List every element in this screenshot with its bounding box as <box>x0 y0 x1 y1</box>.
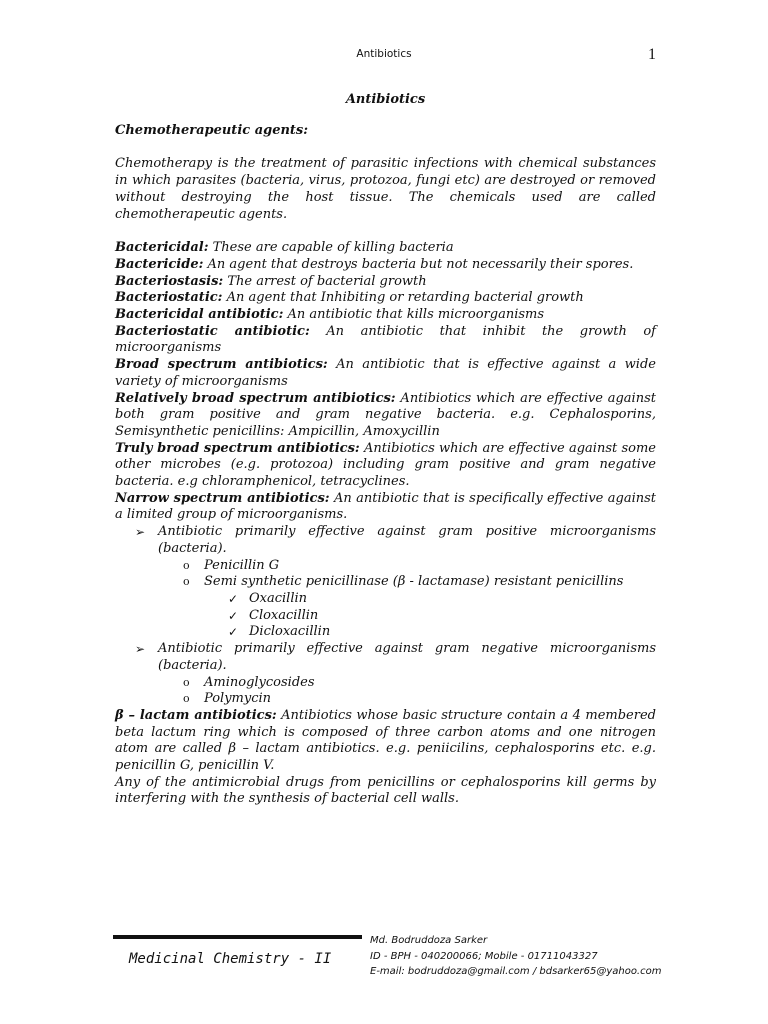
footer-author-info <box>370 933 670 980</box>
definition-bacteriostatic <box>115 290 656 307</box>
definition-term: Truly broad spectrum antibiotics: <box>115 440 360 456</box>
running-header: Antibiotics <box>356 48 412 60</box>
definition-text: An antibiotic that is specifically effective against a limited group of microorganisms. <box>115 490 656 523</box>
document-body <box>115 92 656 808</box>
definition-broad-spectrum <box>115 357 656 390</box>
arrow-bullet-icon: ➢ <box>135 642 146 657</box>
definition-beta-lactam <box>115 708 656 775</box>
list-item <box>115 558 656 575</box>
list-item-text: Penicillin G <box>204 557 280 573</box>
definition-truly-broad-spectrum <box>115 441 656 491</box>
checkmark-bullet-icon: ✓ <box>228 625 239 640</box>
list-item-text: Oxacillin <box>249 590 308 606</box>
definition-term: Bacteriostasis: <box>115 273 224 289</box>
list-item-text: Cloxacillin <box>249 607 319 623</box>
circle-bullet-icon: o <box>183 692 190 706</box>
definition-term: Broad spectrum antibiotics: <box>115 357 328 373</box>
list-item <box>115 691 656 708</box>
definition-bacteriostatic-antibiotic <box>115 324 656 357</box>
definition-bactericidal <box>115 240 656 257</box>
definition-term: Bactericidal: <box>115 240 209 256</box>
definition-relatively-broad-spectrum <box>115 391 656 441</box>
definition-term: Bacteriostatic: <box>115 290 223 306</box>
definition-text: Antibiotics which are effective against both gram positive and gram negative bacteria. e.g. Cephalosporins, Semisynthetic penicillins: Ampicillin, Amoxycillin <box>115 390 656 439</box>
definition-term: Bacteriostatic antibiotic: <box>115 323 310 339</box>
list-item <box>115 574 656 591</box>
circle-bullet-icon: o <box>183 575 190 589</box>
page-number: 1 <box>648 46 656 63</box>
list-item <box>115 624 656 641</box>
definition-bactericidal-antibiotic <box>115 307 656 324</box>
checkmark-bullet-icon: ✓ <box>228 608 239 623</box>
footer-email-line: E-mail: bodruddoza@gmail.com / bdsarker65@yahoo.com <box>370 966 662 977</box>
circle-bullet-icon: o <box>183 558 190 572</box>
definition-term: Bactericidal antibiotic: <box>115 307 284 323</box>
list-item <box>115 524 656 557</box>
list-item-text: Polymycin <box>204 691 272 707</box>
footer-rule <box>113 935 362 939</box>
checkmark-bullet-icon: ✓ <box>228 591 239 606</box>
list-item-text: Antibiotic primarily effective against gram positive microorganisms (bacteria). <box>158 524 656 556</box>
list-item-text: Semi synthetic penicillinase (β - lactamase) resistant penicillins <box>204 574 624 590</box>
list-item-text: Antibiotic primarily effective against gram negative microorganisms (bacteria). <box>158 641 656 673</box>
definition-text: An agent that destroys bacteria but not necessarily their spores. <box>203 256 634 272</box>
definition-term: Relatively broad spectrum antibiotics: <box>115 390 396 406</box>
footer-id-line: ID - BPH - 040200066; Mobile - 01711043327 <box>370 950 598 962</box>
definition-term: Narrow spectrum antibiotics: <box>115 490 330 506</box>
list-item <box>115 608 656 625</box>
definition-bacteriostasis <box>115 274 656 291</box>
definition-text: An antibiotic that kills microorganisms <box>283 307 545 323</box>
footer-author-name: Md. Bodruddoza Sarker <box>370 935 488 946</box>
definition-text: These are capable of killing bacteria <box>208 240 454 256</box>
definition-text: Antibiotics which are effective against some other microbes (e.g. protozoa) including gram positive and gram negative bacteria. e.g chloramphenicol, tetracyclines. <box>115 440 656 490</box>
definition-narrow-spectrum <box>115 491 656 524</box>
circle-bullet-icon: o <box>183 675 190 689</box>
definition-text: An antibiotic that inhibit the growth of microorganisms <box>115 323 656 356</box>
document-title: Antibiotics <box>345 92 426 107</box>
intro-paragraph: Chemotherapy is the treatment of parasitic infections with chemical substances in which parasites (bacteria, virus, protozoa, fungi etc) are destroyed or removed without destroying the host tissue. The chemicals used are called chemotherapeutic agents. <box>115 156 656 222</box>
closing-paragraph: Any of the antimicrobial drugs from penicillins or cephalosporins kill germs by interfering with the synthesis of bacterial cell walls. <box>115 774 656 807</box>
definition-text: Antibiotics whose basic structure contain a 4 membered beta lactum ring which is composed of three carbon atoms and one nitrogen atom are called β – lactam antibiotics. e.g. peniicilins, cephalosporins etc. e.g. penicillin G, penicillin V. <box>115 707 656 774</box>
arrow-bullet-icon: ➢ <box>135 525 146 540</box>
list-item <box>115 675 656 692</box>
list-item-text: Dicloxacillin <box>249 624 331 640</box>
list-item <box>115 641 656 674</box>
footer-course-title: Medicinal Chemistry - II <box>129 951 332 967</box>
definition-text: An antibiotic that is effective against a wide variety of microorganisms <box>115 357 656 389</box>
definition-term: Bactericide: <box>115 256 204 272</box>
definition-term: β – lactam antibiotics: <box>115 707 277 723</box>
list-item <box>115 591 656 608</box>
section-heading: Chemotherapeutic agents: <box>115 122 309 138</box>
definition-text: An agent that Inhibiting or retarding bacterial growth <box>222 290 584 306</box>
list-item-text: Aminoglycosides <box>204 674 315 690</box>
definition-bactericide <box>115 257 656 274</box>
definition-text: The arrest of bacterial growth <box>223 273 427 289</box>
